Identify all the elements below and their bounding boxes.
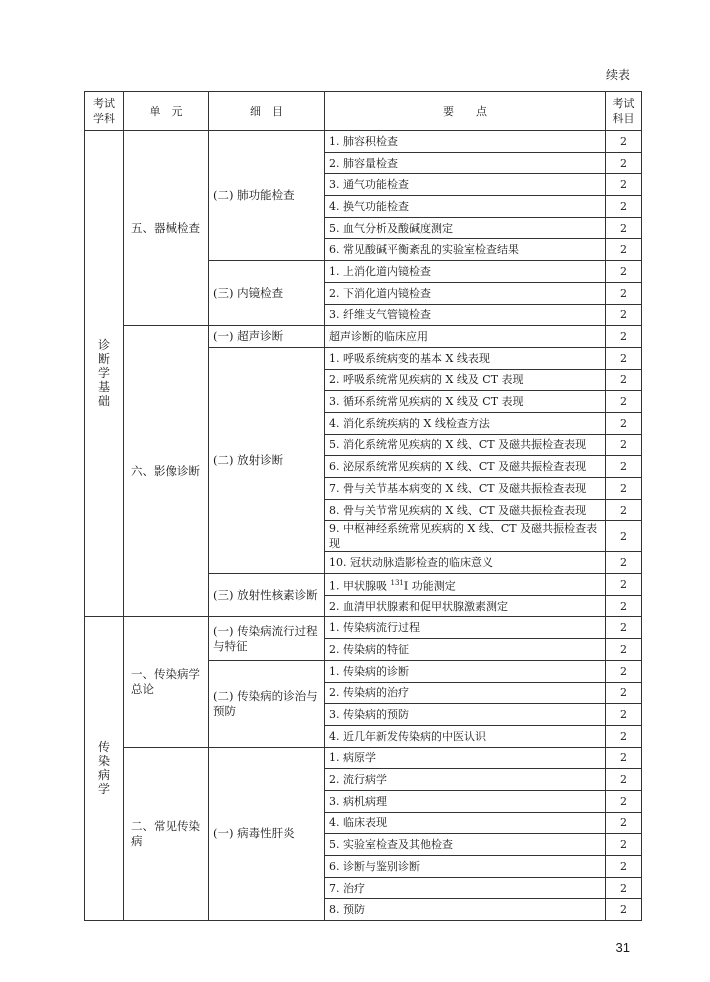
table-row [85, 326, 642, 348]
point-cell: 3. 传染病的预防 [325, 704, 606, 726]
header-detail: 细 目 [209, 92, 325, 131]
level-cell: 2 [606, 747, 642, 769]
point-cell: 1. 传染病的诊断 [325, 660, 606, 682]
level-cell: 2 [606, 704, 642, 726]
level-cell: 2 [606, 282, 642, 304]
point-cell: 8. 骨与关节常见疾病的 X 线、CT 及磁共振检查表现 [325, 499, 606, 521]
point-cell: 4. 换气功能检查 [325, 196, 606, 218]
level-cell: 2 [606, 152, 642, 174]
point-cell: 4. 消化系统疾病的 X 线检查方法 [325, 412, 606, 434]
point-cell: 1. 传染病流行过程 [325, 617, 606, 639]
point-cell: 2. 呼吸系统常见疾病的 X 线及 CT 表现 [325, 369, 606, 391]
level-cell: 2 [606, 434, 642, 456]
level-cell: 2 [606, 812, 642, 834]
continued-label: 续表 [605, 68, 630, 82]
point-cell [325, 574, 606, 596]
subject-cell [85, 617, 124, 921]
detail-cell: (一) 超声诊断 [209, 326, 325, 348]
level-cell: 2 [606, 660, 642, 682]
point-cell: 1. 呼吸系统病变的基本 X 线表现 [325, 347, 606, 369]
point-text: 1. 甲状腺吸 [329, 579, 391, 593]
level-cell: 2 [606, 347, 642, 369]
point-cell: 3. 循环系统常见疾病的 X 线及 CT 表现 [325, 391, 606, 413]
level-cell: 2 [606, 769, 642, 791]
level-cell: 2 [606, 304, 642, 326]
point-cell: 4. 临床表现 [325, 812, 606, 834]
table-row [85, 747, 642, 769]
level-cell: 2 [606, 131, 642, 153]
level-cell: 2 [606, 196, 642, 218]
level-cell: 2 [606, 521, 642, 552]
point-cell: 1. 肺容积检查 [325, 131, 606, 153]
point-cell: 1. 上消化道内镜检查 [325, 261, 606, 283]
point-cell: 2. 传染病的治疗 [325, 682, 606, 704]
point-text: I 功能测定 [403, 579, 456, 593]
point-cell: 4. 近几年新发传染病的中医认识 [325, 725, 606, 747]
point-cell: 超声诊断的临床应用 [325, 326, 606, 348]
page-number: 31 [615, 940, 630, 955]
level-cell: 2 [606, 174, 642, 196]
level-cell: 2 [606, 261, 642, 283]
unit-cell: 五、器械检查 [124, 131, 209, 326]
table-header-row [85, 92, 642, 131]
point-cell: 2. 下消化道内镜检查 [325, 282, 606, 304]
header-points: 要 点 [325, 92, 606, 131]
unit-cell: 二、常见传染病 [124, 747, 209, 921]
level-cell: 2 [606, 877, 642, 899]
table-row [85, 617, 642, 639]
detail-cell: (二) 传染病的诊治与预防 [209, 660, 325, 747]
point-cell: 2. 血清甲状腺素和促甲状腺激素测定 [325, 595, 606, 617]
level-cell: 2 [606, 326, 642, 348]
detail-cell: (三) 内镜检查 [209, 261, 325, 326]
level-cell: 2 [606, 790, 642, 812]
level-cell: 2 [606, 639, 642, 661]
level-cell: 2 [606, 478, 642, 500]
level-cell: 2 [606, 369, 642, 391]
point-cell: 5. 血气分析及酸碱度测定 [325, 217, 606, 239]
level-cell: 2 [606, 552, 642, 574]
level-cell: 2 [606, 725, 642, 747]
point-cell: 3. 通气功能检查 [325, 174, 606, 196]
point-cell: 6. 诊断与鉴别诊断 [325, 856, 606, 878]
table-row [85, 131, 642, 153]
point-cell: 7. 治疗 [325, 877, 606, 899]
unit-cell: 六、影像诊断 [124, 326, 209, 617]
level-cell: 2 [606, 595, 642, 617]
subject-label: 传染病学 [97, 740, 110, 797]
point-cell: 2. 肺容量检查 [325, 152, 606, 174]
point-cell: 10. 冠状动脉造影检查的临床意义 [325, 552, 606, 574]
detail-cell: (三) 放射性核素诊断 [209, 574, 325, 617]
unit-cell: 一、传染病学总论 [124, 617, 209, 747]
level-cell: 2 [606, 391, 642, 413]
point-cell: 5. 实验室检查及其他检查 [325, 834, 606, 856]
header-unit: 单 元 [124, 92, 209, 131]
point-cell: 8. 预防 [325, 899, 606, 921]
level-cell: 2 [606, 217, 642, 239]
level-cell: 2 [606, 617, 642, 639]
detail-cell: (一) 传染病流行过程与特征 [209, 617, 325, 660]
level-cell: 2 [606, 682, 642, 704]
detail-cell: (一) 病毒性肝炎 [209, 747, 325, 921]
point-cell: 5. 消化系统常见疾病的 X 线、CT 及磁共振检查表现 [325, 434, 606, 456]
syllabus-table [84, 91, 642, 921]
subject-cell [85, 131, 124, 617]
point-cell: 3. 纤维支气管镜检查 [325, 304, 606, 326]
level-cell: 2 [606, 456, 642, 478]
point-cell: 3. 病机病理 [325, 790, 606, 812]
point-cell: 7. 骨与关节基本病变的 X 线、CT 及磁共振检查表现 [325, 478, 606, 500]
level-cell: 2 [606, 412, 642, 434]
subject-label: 诊断学基础 [97, 338, 110, 409]
level-cell: 2 [606, 856, 642, 878]
header-subject: 考试 学科 [85, 92, 124, 131]
point-cell: 6. 泌尿系统常见疾病的 X 线、CT 及磁共振检查表现 [325, 456, 606, 478]
detail-cell: (二) 肺功能检查 [209, 131, 325, 261]
detail-cell: (二) 放射诊断 [209, 347, 325, 573]
point-cell: 1. 病原学 [325, 747, 606, 769]
level-cell: 2 [606, 499, 642, 521]
level-cell: 2 [606, 899, 642, 921]
point-cell: 2. 流行病学 [325, 769, 606, 791]
level-cell: 2 [606, 574, 642, 596]
level-cell: 2 [606, 834, 642, 856]
point-cell: 9. 中枢神经系统常见疾病的 X 线、CT 及磁共振检查表现 [325, 521, 606, 552]
isotope-superscript: 131 [390, 578, 404, 587]
level-cell: 2 [606, 239, 642, 261]
point-cell: 6. 常见酸碱平衡紊乱的实验室检查结果 [325, 239, 606, 261]
point-cell: 2. 传染病的特征 [325, 639, 606, 661]
header-level: 考试 科目 [606, 92, 642, 131]
